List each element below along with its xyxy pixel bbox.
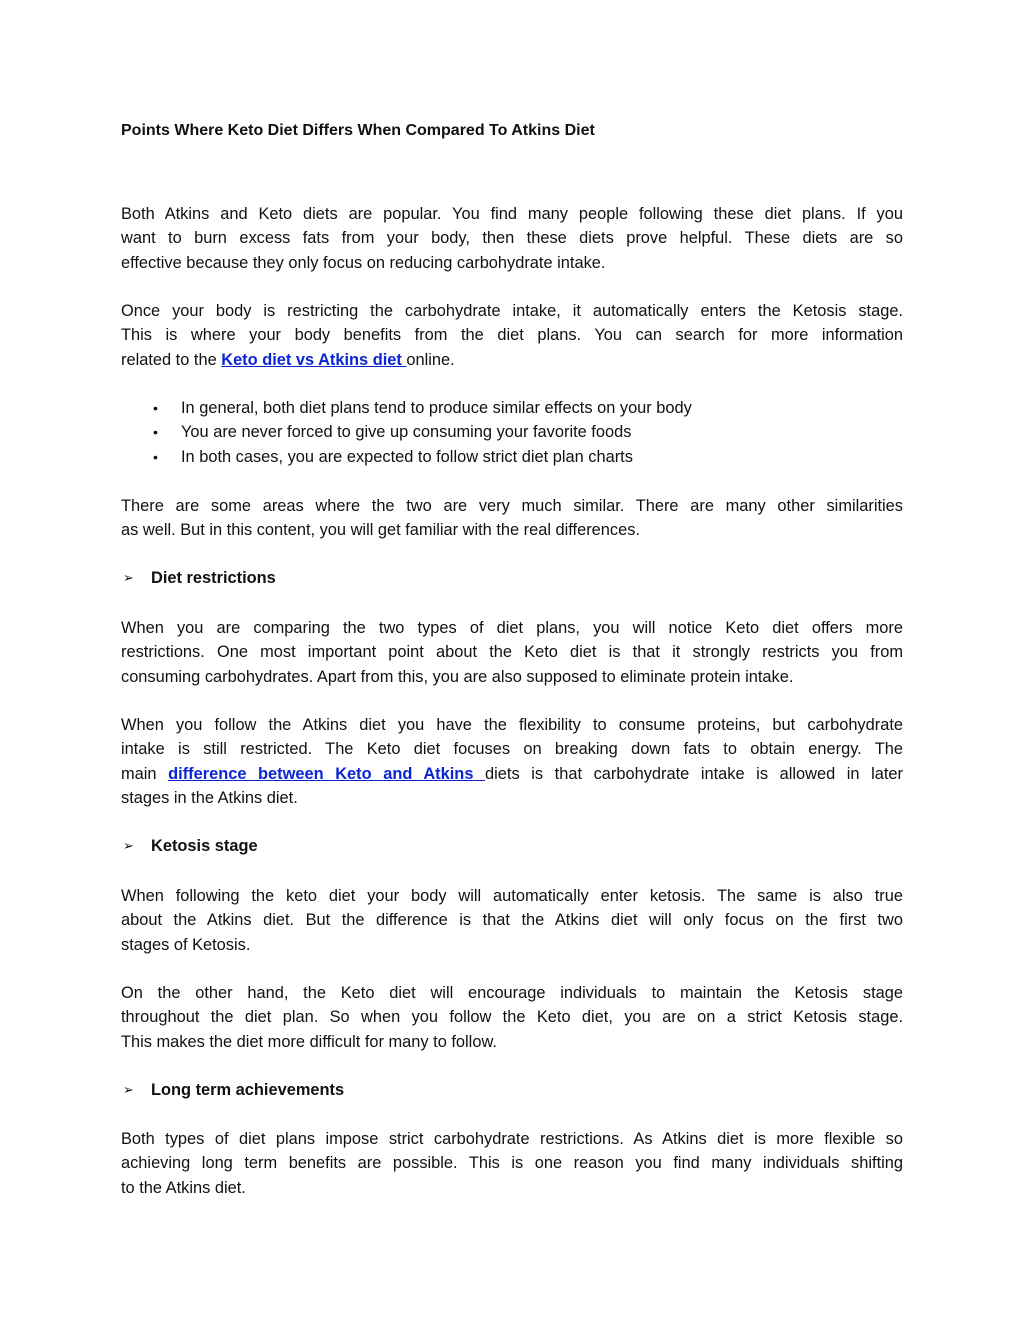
paragraph-text: online. xyxy=(406,350,455,369)
list-item-text: In general, both diet plans tend to produce similar effects on your body xyxy=(181,399,692,417)
paragraph-text: related to the xyxy=(121,350,222,369)
section-heading-text: Ketosis stage xyxy=(151,837,258,855)
bullet-icon: • xyxy=(153,400,158,416)
paragraph-line: to the Atkins diet. xyxy=(121,1178,246,1197)
paragraph-line: When you are comparing the two types of diet plans, you will notice Keto diet offers more xyxy=(121,619,903,637)
list-item-text: You are never forced to give up consuming your favorite foods xyxy=(181,423,632,442)
paragraph-line: want to burn excess fats from your body, then these diets prove helpful. These diets are so xyxy=(121,229,903,248)
bullet-list xyxy=(121,396,903,469)
document-title: Points Where Keto Diet Differs When Compared To Atkins Diet xyxy=(121,122,595,139)
paragraph-line: On the other hand, the Keto diet will encourage individuals to maintain the Ketosis stage xyxy=(121,984,903,1002)
paragraph-line xyxy=(121,762,903,786)
paragraph-line: stages of Ketosis. xyxy=(121,935,251,954)
paragraph-ketosis-intro xyxy=(121,299,903,372)
paragraph-line: There are some areas where the two are very much similar. There are many other similarities xyxy=(121,497,903,515)
paragraph-line: This is where your body benefits from the diet plans. You can search for more information xyxy=(121,326,903,345)
list-item xyxy=(121,396,903,420)
paragraph-line xyxy=(121,348,903,372)
paragraph-line: Both Atkins and Keto diets are popular. You find many people following these diet plans. If you xyxy=(121,205,903,223)
section-heading-text: Diet restrictions xyxy=(151,569,276,587)
paragraph-text: diets is that carbohydrate intake is allowed in later xyxy=(485,764,903,783)
difference-keto-atkins-link[interactable]: difference between Keto and Atkins xyxy=(168,764,486,783)
paragraph-ketosis-maintain xyxy=(121,981,903,1054)
paragraph-line: This makes the diet more difficult for many to follow. xyxy=(121,1032,497,1051)
paragraph-line: as well. But in this content, you will get familiar with the real differences. xyxy=(121,521,640,540)
paragraph-line: restrictions. One most important point about the Keto diet is that it strongly restricts you from xyxy=(121,643,903,662)
paragraph-line: Once your body is restricting the carbohydrate intake, it automatically enters the Ketosis stage. xyxy=(121,302,903,320)
paragraph-line: effective because they only focus on reducing carbohydrate intake. xyxy=(121,253,606,272)
paragraph-line: When following the keto diet your body will automatically enter ketosis. The same is also true xyxy=(121,887,903,905)
paragraph-text: main xyxy=(121,764,169,783)
paragraph-line: Both types of diet plans impose strict carbohydrate restrictions. As Atkins diet is more flexible so xyxy=(121,1130,903,1148)
paragraph-restrictions xyxy=(121,616,903,689)
list-item-text: In both cases, you are expected to follow strict diet plan charts xyxy=(181,447,633,466)
paragraph-similarities xyxy=(121,494,903,543)
arrow-bullet-icon: ➢ xyxy=(123,570,134,585)
section-heading-text: Long term achievements xyxy=(151,1081,345,1099)
paragraph-line: consuming carbohydrates. Apart from this, you are also supposed to eliminate protein intake. xyxy=(121,667,794,686)
paragraph-line: about the Atkins diet. But the difference is that the Atkins diet will only focus on the first two xyxy=(121,911,903,930)
paragraph-line: intake is still restricted. The Keto diet focuses on breaking down fats to obtain energy. The xyxy=(121,740,903,759)
bullet-icon: • xyxy=(153,448,158,465)
paragraph-long-term xyxy=(121,1127,903,1200)
paragraph-line: achieving long term benefits are possible. This is one reason you find many individuals shifting xyxy=(121,1154,903,1173)
arrow-bullet-icon: ➢ xyxy=(123,838,134,853)
bullet-icon: • xyxy=(153,424,158,441)
arrow-bullet-icon: ➢ xyxy=(123,1082,134,1097)
paragraph-line: stages in the Atkins diet. xyxy=(121,788,298,807)
paragraph-atkins-flexibility xyxy=(121,713,903,810)
paragraph-line: throughout the diet plan. So when you follow the Keto diet, you are on a strict Ketosis stage. xyxy=(121,1008,903,1027)
paragraph-ketosis-both xyxy=(121,884,903,957)
keto-vs-atkins-link[interactable]: Keto diet vs Atkins diet xyxy=(221,350,407,369)
paragraph-intro xyxy=(121,202,903,275)
list-item xyxy=(121,420,903,444)
paragraph-line: When you follow the Atkins diet you have the flexibility to consume proteins, but carbohydrate xyxy=(121,716,903,734)
list-item xyxy=(121,445,903,469)
